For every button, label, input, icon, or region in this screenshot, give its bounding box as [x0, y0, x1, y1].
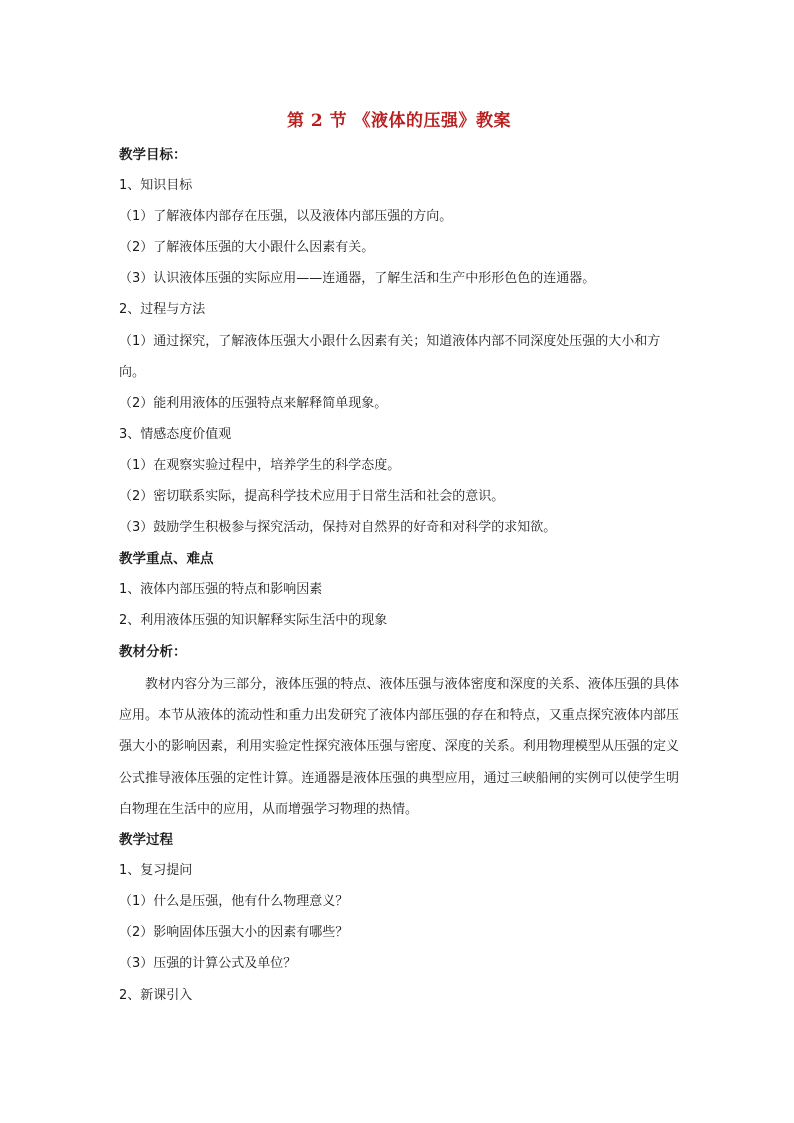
- attitude-item: （3）鼓励学生积极参与探究活动，保持对自然界的好奇和对科学的求知欲。: [119, 520, 557, 535]
- page-title: 第 2 节 《液体的压强》教案: [286, 111, 512, 131]
- process-item: （1）通过探究，了解液体压强大小跟什么因素有关；知道液体内部不同深度处压强的大小和方向。: [119, 334, 661, 381]
- knowledge-item: （1）了解液体内部存在压强，以及液体内部压强的方向。: [119, 209, 453, 224]
- objectives-heading: 教学目标：: [119, 147, 187, 163]
- key-point-item: 1、液体内部压强的特点和影响因素: [119, 582, 323, 597]
- attitude-item: （1）在观察实验过程中，培养学生的科学态度。: [119, 458, 401, 473]
- process-heading: 教学过程: [119, 832, 173, 848]
- review-item: （2）影响固体压强大小的因素有哪些？: [119, 925, 349, 940]
- attitude-item: （2）密切联系实际，提高科学技术应用于日常生活和社会的意识。: [119, 489, 505, 504]
- knowledge-goal-title: 1、知识目标: [119, 178, 193, 193]
- process-goal-title: 2、过程与方法: [119, 302, 206, 317]
- analysis-paragraph: 教材内容分为三部分，液体压强的特点、液体压强与液体密度和深度的关系、液体压强的具体应用。本节从液体的流动性和重力出发研究了液体内部压强的存在和特点，又重点探究液体内部压强大小的影响因素，利用实验定性探究液体压强与密度、深度的关系。利用物理模型从压强的定义公式推导液体压强的定性计算。连通器是液体压强的典型应用，通过三峡船闸的实例可以使学生明白物理在生活中的应用，从而增强学习物理的热情。: [119, 677, 679, 817]
- intro-title: 2、新课引入: [119, 988, 193, 1003]
- analysis-heading: 教材分析：: [119, 644, 187, 660]
- review-item: （1）什么是压强，他有什么物理意义？: [119, 894, 349, 909]
- process-item: （2）能利用液体的压强特点来解释简单现象。: [119, 396, 388, 411]
- review-title: 1、复习提问: [119, 863, 193, 878]
- review-item: （3）压强的计算公式及单位？: [119, 956, 297, 971]
- knowledge-item: （3）认识液体压强的实际应用——连通器，了解生活和生产中形形色色的连通器。: [119, 271, 596, 286]
- attitude-goal-title: 3、情感态度价值观: [119, 427, 232, 442]
- key-point-item: 2、利用液体压强的知识解释实际生活中的现象: [119, 613, 388, 628]
- knowledge-item: （2）了解液体压强的大小跟什么因素有关。: [119, 240, 375, 255]
- key-points-heading: 教学重点、难点: [119, 551, 214, 567]
